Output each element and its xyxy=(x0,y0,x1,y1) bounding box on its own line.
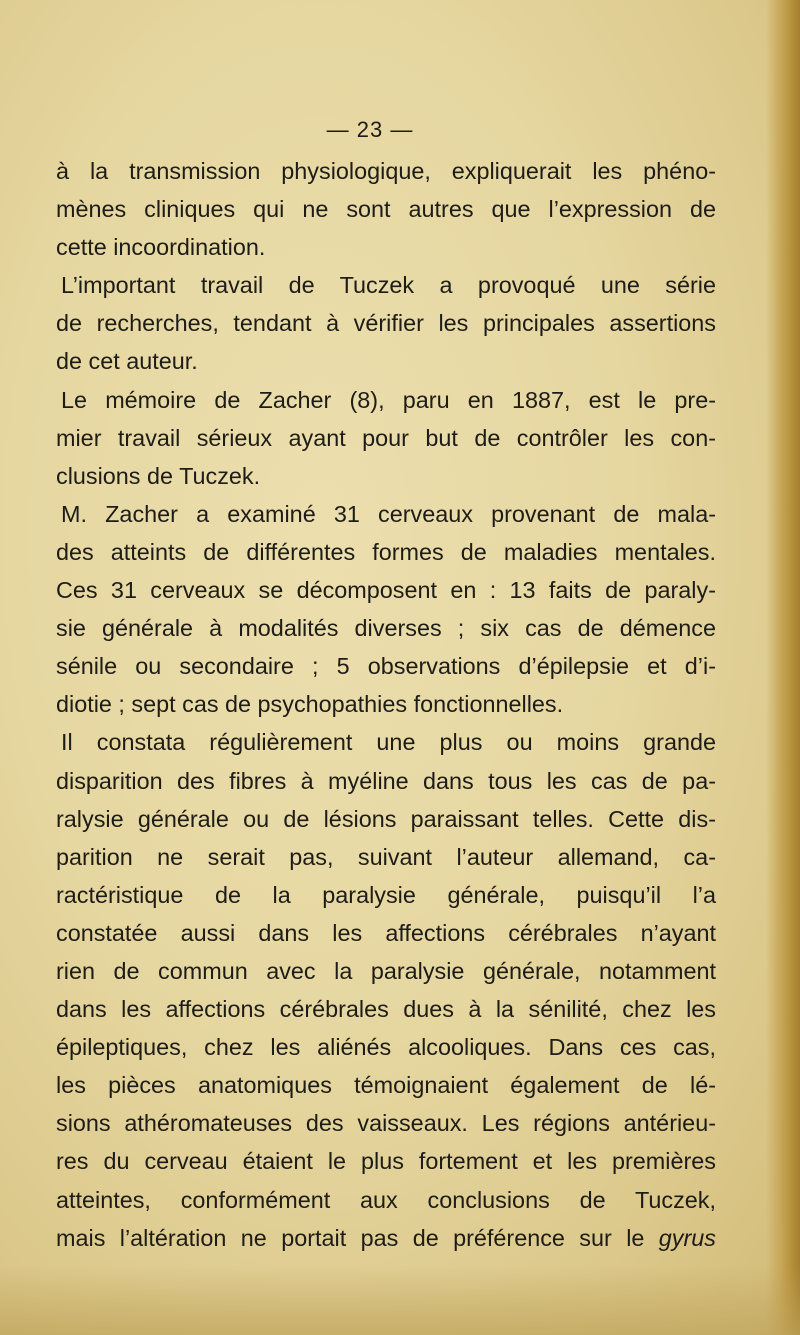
text-line: de cet auteur. xyxy=(56,348,198,375)
text-line: épileptiques, chez les aliénés alcooliques. Dans ces cas, xyxy=(56,1034,716,1061)
italic-word: gyrus xyxy=(658,1224,716,1251)
text-line: constatée aussi dans les affections cérébrales n’ayant xyxy=(56,919,716,946)
text-line: cette incoordination. xyxy=(56,234,266,261)
text-line: dans les affections cérébrales dues à la sénilité, chez les xyxy=(56,996,716,1023)
text-line: L’important travail de Tuczek a provoqué une série xyxy=(61,272,716,299)
text-line: ractéristique de la paralysie générale, puisqu’il l’a xyxy=(56,881,716,908)
text-line: des atteints de différentes formes de maladies mentales. xyxy=(56,538,716,565)
text-line: Ces 31 cerveaux se décomposent en : 13 faits de paraly- xyxy=(56,577,716,604)
text-line: rien de commun avec la paralysie générale, notamment xyxy=(56,957,716,984)
text-line: les pièces anatomiques témoignaient également de lé- xyxy=(56,1072,716,1099)
text-line: Il constata régulièrement une plus ou moins grande xyxy=(61,729,716,756)
text-line: à la transmission physiologique, expliquerait les phéno- xyxy=(56,158,716,184)
text-line-content: mais l’altération ne portait pas de préférence sur le xyxy=(56,1224,659,1251)
text-line: res du cerveau étaient le plus fortement et les premières xyxy=(56,1148,716,1175)
text-line: parition ne serait pas, suivant l’auteur allemand, ca- xyxy=(56,843,716,870)
text-line: diotie ; sept cas de psychopathies fonctionnelles. xyxy=(56,691,564,718)
text-line: Le mémoire de Zacher (8), paru en 1887, est le pre- xyxy=(61,386,716,413)
text-line: sénile ou secondaire ; 5 observations d’épilepsie et d’i- xyxy=(56,653,716,680)
text-line: sions athéromateuses des vaisseaux. Les régions antérieu- xyxy=(56,1110,716,1137)
text-line: sie générale à modalités diverses ; six cas de démence xyxy=(56,615,716,642)
body-text xyxy=(56,152,716,1257)
text-line: de recherches, tendant à vérifier les principales assertions xyxy=(56,310,716,337)
page-number: — 23 — xyxy=(326,117,414,142)
text-line xyxy=(56,1219,716,1257)
page-edge-shadow-right xyxy=(766,0,800,1335)
text-line: clusions de Tuczek. xyxy=(56,462,261,489)
text-line: mènes cliniques qui ne sont autres que l’expression de xyxy=(56,196,716,223)
text-line: ralysie générale ou de lésions paraissant telles. Cette dis- xyxy=(56,805,716,832)
text-line: mier travail sérieux ayant pour but de contrôler les con- xyxy=(56,424,716,451)
page-edge-shadow-bottom xyxy=(0,1265,800,1335)
text-line: disparition des fibres à myéline dans tous les cas de pa- xyxy=(56,767,716,794)
text-line: atteintes, conformément aux conclusions de Tuczek, xyxy=(56,1186,716,1213)
text-line: M. Zacher a examiné 31 cerveaux provenant de mala- xyxy=(61,500,716,527)
